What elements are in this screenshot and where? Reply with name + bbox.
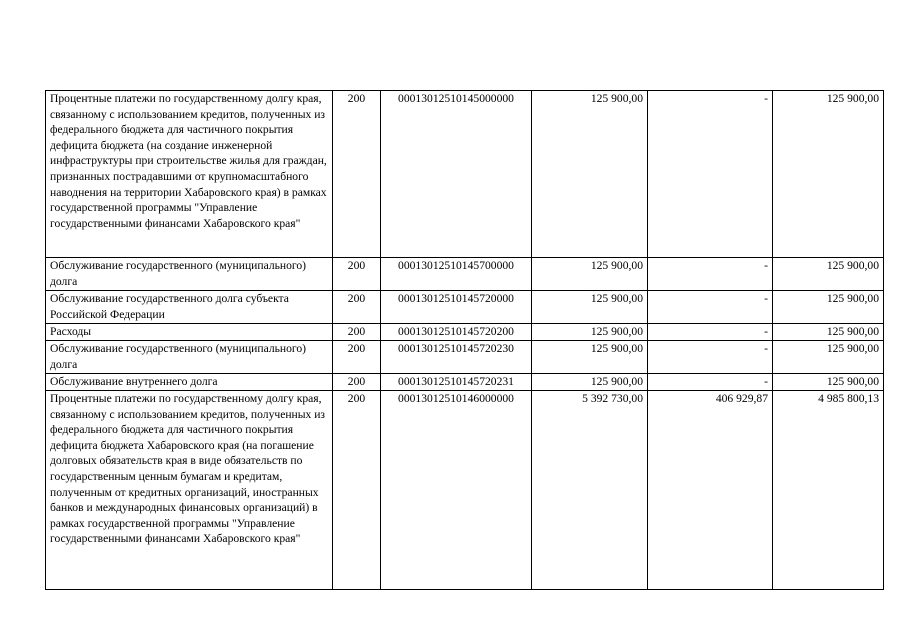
row-name-cell: Расходы: [46, 324, 333, 341]
row-kbk-cell: 00013012510145700000: [381, 258, 532, 291]
row-kbk-cell: 00013012510145720000: [381, 291, 532, 324]
row-unexecuted-cell: 125 900,00: [773, 341, 884, 374]
row-unexecuted-cell: 125 900,00: [773, 291, 884, 324]
row-executed-cell: -: [648, 324, 773, 341]
row-approved-cell: 125 900,00: [532, 324, 648, 341]
row-name-cell: Обслуживание государственного долга субъекта Российской Федерации: [46, 291, 333, 324]
row-unexecuted-cell: 125 900,00: [773, 91, 884, 258]
budget-execution-table: [45, 90, 884, 590]
row-executed-cell: 406 929,87: [648, 391, 773, 590]
row-kbk-cell: 00013012510146000000: [381, 391, 532, 590]
row-approved-cell: 125 900,00: [532, 291, 648, 324]
row-code-cell: 200: [333, 391, 381, 590]
row-name-cell: Обслуживание государственного (муниципального) долга: [46, 341, 333, 374]
table-row: [46, 341, 884, 374]
row-unexecuted-cell: 125 900,00: [773, 324, 884, 341]
row-approved-cell: 125 900,00: [532, 374, 648, 391]
row-approved-cell: 125 900,00: [532, 341, 648, 374]
row-kbk-cell: 00013012510145720230: [381, 341, 532, 374]
table-row: [46, 374, 884, 391]
row-approved-cell: 125 900,00: [532, 258, 648, 291]
row-code-cell: 200: [333, 258, 381, 291]
row-executed-cell: -: [648, 291, 773, 324]
table-row: [46, 291, 884, 324]
row-approved-cell: 125 900,00: [532, 91, 648, 258]
row-code-cell: 200: [333, 291, 381, 324]
row-code-cell: 200: [333, 341, 381, 374]
row-unexecuted-cell: 125 900,00: [773, 374, 884, 391]
row-code-cell: 200: [333, 374, 381, 391]
row-unexecuted-cell: 4 985 800,13: [773, 391, 884, 590]
row-name-cell: Обслуживание государственного (муниципального) долга: [46, 258, 333, 291]
row-name-cell: Процентные платежи по государственному долгу края, связанному с использованием кредитов, полученных из федерального бюджета для частичного покрытия дефицита бюджета (на создание инженерной инфраструктуры при строительстве жилья для граждан, признанных пострадавшими от крупномасштабного наводнения на территории Хабаровского края) в рамках государственной программы "Управление государственными финансами Хабаровского края": [46, 91, 333, 258]
row-name-cell: Обслуживание внутреннего долга: [46, 374, 333, 391]
row-kbk-cell: 00013012510145720231: [381, 374, 532, 391]
row-kbk-cell: 00013012510145720200: [381, 324, 532, 341]
table-row: [46, 391, 884, 590]
row-executed-cell: -: [648, 341, 773, 374]
table-row: [46, 324, 884, 341]
row-executed-cell: -: [648, 91, 773, 258]
row-approved-cell: 5 392 730,00: [532, 391, 648, 590]
row-code-cell: 200: [333, 324, 381, 341]
row-kbk-cell: 00013012510145000000: [381, 91, 532, 258]
row-executed-cell: -: [648, 374, 773, 391]
row-unexecuted-cell: 125 900,00: [773, 258, 884, 291]
table-row: [46, 258, 884, 291]
row-name-cell: Процентные платежи по государственному долгу края, связанному с использованием кредитов, полученных из федерального бюджета для частичного покрытия дефицита бюджета Хабаровского края (на погашение долговых обязательств края в виде обязательств по государственным ценным бумагам и кредитам, полученным от кредитных организаций, иностранных банков и международных финансовых организаций) в рамках государственной программы "Управление государственными финансами Хабаровского края": [46, 391, 333, 590]
row-executed-cell: -: [648, 258, 773, 291]
table-row: [46, 91, 884, 258]
row-code-cell: 200: [333, 91, 381, 258]
